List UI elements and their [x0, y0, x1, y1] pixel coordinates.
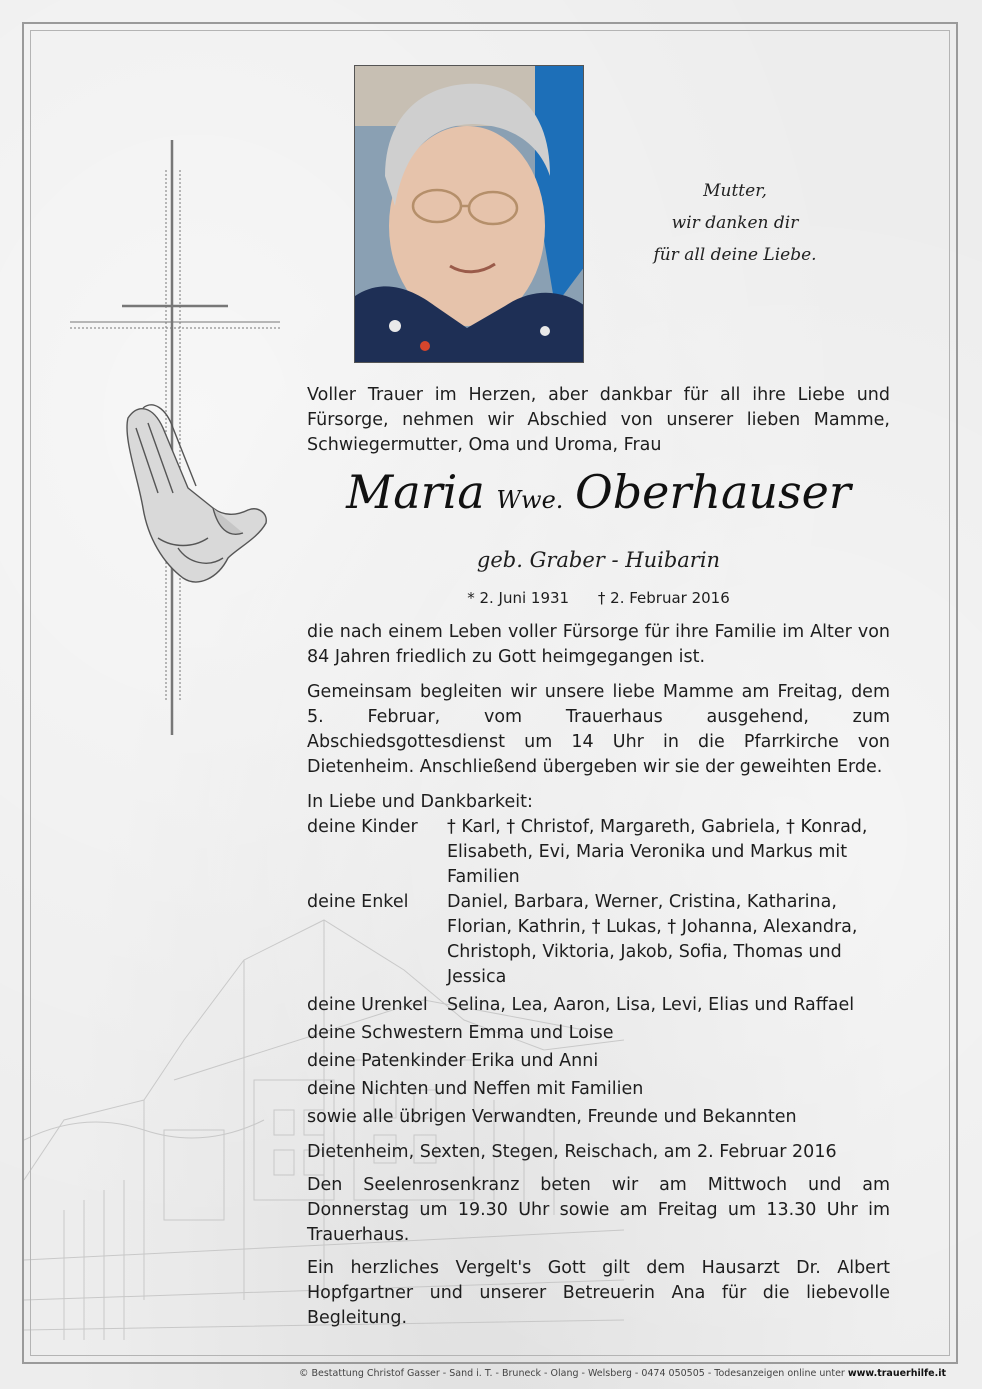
family-row	[307, 890, 890, 990]
name-title: Wwe.	[496, 486, 564, 514]
notice-body	[307, 383, 890, 1331]
passing-text: die nach einem Leben voller Fürsorge für ihre Familie im Alter von 84 Jahren friedlich zu Gott heimgegangen ist.	[307, 622, 890, 667]
motto	[630, 175, 840, 271]
rosary-text: Den Seelenrosenkranz beten wir am Mittwoch und am Donnerstag um 19.30 Uhr sowie am Freitag um 13.30 Uhr im Trauerhaus.	[307, 1175, 890, 1245]
family-names: Selina, Lea, Aaron, Lisa, Levi, Elias und Raffael	[447, 995, 855, 1015]
maiden-name: geb. Graber - Huibarin	[476, 548, 721, 572]
birth-date: * 2. Juni 1931	[467, 589, 570, 607]
praying-hands-icon	[118, 398, 273, 593]
family-line: deine Nichten und Neffen mit Familien	[307, 1079, 644, 1099]
death-date: † 2. Februar 2016	[597, 589, 730, 607]
life-dates	[307, 586, 890, 612]
portrait-photo	[354, 65, 584, 363]
first-name: Maria	[346, 465, 485, 519]
family-label: deine Urenkel	[307, 995, 428, 1015]
family-line: sowie alle übrigen Verwandten, Freunde und Bekannten	[307, 1107, 797, 1127]
motto-line: für all deine Liebe.	[653, 245, 817, 265]
family-label: deine Enkel	[307, 892, 409, 912]
thanks-text: Ein herzliches Vergelt's Gott gilt dem Hausarzt Dr. Albert Hopfgartner und unserer Betreuerin Ana für die liebevolle Begleitung.	[307, 1258, 890, 1328]
family-line: deine Schwestern Emma und Loise	[307, 1023, 614, 1043]
family-intro: In Liebe und Dankbarkeit:	[307, 792, 533, 812]
family-table	[307, 815, 890, 1018]
last-name: Oberhauser	[574, 465, 851, 519]
deceased-name	[307, 465, 890, 544]
motto-line: wir danken dir	[671, 213, 799, 233]
funeral-text: Gemeinsam begleiten wir unsere liebe Mamme am Freitag, dem 5. Februar, vom Trauerhaus ausgehend, zum Abschiedsgottesdienst um 14 Uhr in die Pfarrkirche von Dietenheim. Anschließend übergeben wir sie der geweihten Erde.	[307, 682, 890, 777]
family-row	[307, 990, 890, 1018]
place-date: Dietenheim, Sexten, Stegen, Reischach, am 2. Februar 2016	[307, 1142, 837, 1162]
footer	[0, 1368, 982, 1379]
motto-line: Mutter,	[703, 181, 767, 201]
intro-text: Voller Trauer im Herzen, aber dankbar für all ihre Liebe und Fürsorge, nehmen wir Abschied von unserer lieben Mamme, Schwiegermutter, Oma und Uroma, Frau	[307, 385, 890, 455]
footer-text: © Bestattung Christof Gasser - Sand i. T. - Bruneck - Olang - Welsberg - 0474 050505 - Todesanzeigen online unter	[298, 1368, 845, 1379]
family-line: deine Patenkinder Erika und Anni	[307, 1051, 599, 1071]
family-label: deine Kinder	[307, 817, 418, 837]
footer-link[interactable]: www.trauerhilfe.it	[847, 1368, 946, 1379]
family-names: Daniel, Barbara, Werner, Cristina, Katharina, Florian, Kathrin, † Lukas, † Johanna, Alexandra, Christoph, Viktoria, Jakob, Sofia, Thomas und Jessica	[447, 892, 858, 987]
portrait-image	[355, 66, 584, 363]
family-names: † Karl, † Christof, Margareth, Gabriela, † Konrad, Elisabeth, Evi, Maria Veronika und Markus mit Familien	[447, 817, 868, 887]
family-row	[307, 815, 890, 890]
